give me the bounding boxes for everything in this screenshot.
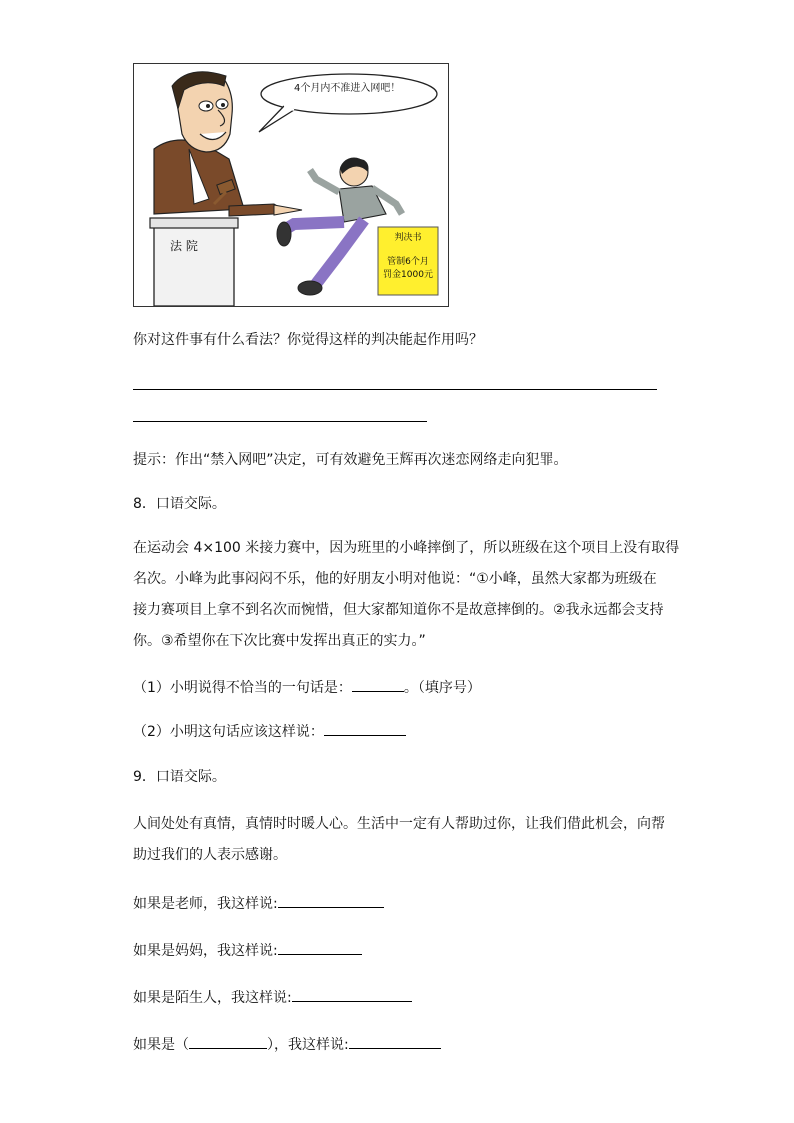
q9-line-stranger-prompt: 如果是陌生人，我这样说: xyxy=(133,990,292,1006)
q9-line-other xyxy=(133,1034,441,1055)
answer-line-1[interactable] xyxy=(133,389,657,390)
q8-title: 8．口语交际。 xyxy=(133,496,226,512)
q9-line-teacher xyxy=(133,893,384,914)
q8-paragraph-line-4: 你。③希望你在下次比赛中发挥出真正的实力。” xyxy=(133,633,426,649)
q8-sub-2 xyxy=(133,721,406,742)
q9-line-other-mid: ），我这样说: xyxy=(267,1037,349,1053)
q9-line-stranger-blank[interactable] xyxy=(292,987,412,1002)
q8-sub-1-blank[interactable] xyxy=(352,677,404,692)
q8-sub-1-suffix: 。（填序号） xyxy=(403,680,481,696)
verdict-line-1: 管制6个月 xyxy=(387,257,429,267)
q8-paragraph-line-3: 接力赛项目上拿不到名次而惋惜，但大家都知道你不是故意摔倒的。②我永远都会支持 xyxy=(133,602,664,618)
q9-line-stranger xyxy=(133,987,412,1008)
speech-text: 4个月内不准进入网吧！ xyxy=(294,83,401,94)
q9-line-mother-blank[interactable] xyxy=(278,940,362,955)
verdict-line-2: 罚金1000元 xyxy=(383,270,433,280)
q8-paragraph-line-1: 在运动会 4×100 米接力赛中，因为班里的小峰摔倒了，所以班级在这个项目上没有取得 xyxy=(133,540,680,556)
q9-paragraph-line-1: 人间处处有真情，真情时时暖人心。生活中一定有人帮助过你，让我们借此机会，向帮 xyxy=(133,816,665,832)
q8-sub-2-blank[interactable] xyxy=(324,721,406,736)
answer-line-2[interactable] xyxy=(133,421,427,422)
q9-line-other-blank[interactable] xyxy=(349,1034,441,1049)
q9-line-other-prompt: 如果是（ xyxy=(133,1037,189,1053)
q8-sub-2-prompt: （2）小明这句话应该这样说： xyxy=(133,724,324,740)
q9-line-mother xyxy=(133,940,362,961)
q8-paragraph-line-2: 名次。小峰为此事闷闷不乐，他的好朋友小明对他说：“①小峰，虽然大家都为班级在 xyxy=(133,571,657,587)
podium-label: 法 院 xyxy=(170,239,198,253)
q9-line-mother-prompt: 如果是妈妈，我这样说: xyxy=(133,943,278,959)
question-view: 你对这件事有什么看法？你觉得这样的判决能起作用吗？ xyxy=(133,332,483,348)
q8-sub-1 xyxy=(133,677,481,698)
q9-line-teacher-prompt: 如果是老师，我这样说: xyxy=(133,896,278,912)
q8-sub-1-prompt: （1）小明说得不恰当的一句话是： xyxy=(133,680,352,696)
verdict-title: 判决书 xyxy=(394,233,422,243)
q9-paragraph-line-2: 助过我们的人表示感谢。 xyxy=(133,847,287,863)
q9-line-teacher-blank[interactable] xyxy=(278,893,384,908)
hint-text: 提示：作出“禁入网吧”决定，可有效避免王辉再次迷恋网络走向犯罪。 xyxy=(133,452,568,468)
q9-line-other-person-blank[interactable] xyxy=(189,1034,267,1049)
court-cartoon xyxy=(133,63,449,307)
q9-title: 9．口语交际。 xyxy=(133,769,226,785)
